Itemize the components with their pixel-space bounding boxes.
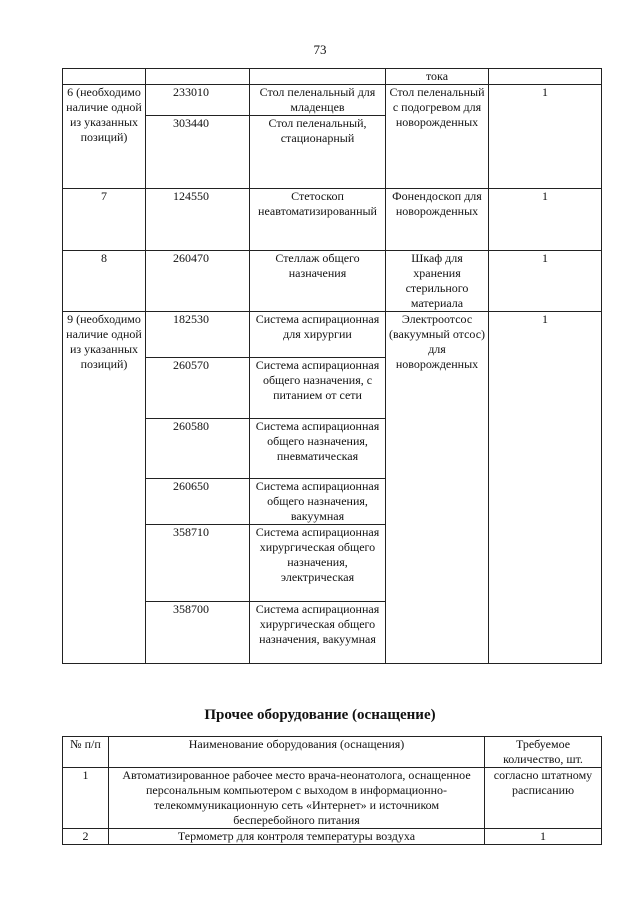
equipment-cell: Электроотсос (вакуумный отсос) для новорожденных bbox=[386, 312, 489, 664]
table-row bbox=[63, 312, 602, 358]
header-num: № п/п bbox=[63, 737, 109, 768]
name-cell: Система аспирационная общего назначения, вакуумная bbox=[250, 479, 386, 525]
quantity-cell: 1 bbox=[489, 312, 602, 664]
name-cell: Система аспирационная для хирургии bbox=[250, 312, 386, 358]
table-row bbox=[63, 85, 602, 116]
other-equipment-table bbox=[62, 736, 602, 845]
table-row bbox=[63, 189, 602, 251]
code-cell: 233010 bbox=[146, 85, 250, 116]
row-number-cell: 8 bbox=[63, 251, 146, 312]
num-cell: 2 bbox=[63, 829, 109, 845]
name-cell: Стеллаж общего назначения bbox=[250, 251, 386, 312]
row-number-cell: 9 (необходимо наличие одной из указанных позиций) bbox=[63, 312, 146, 664]
equipment-cell: Фонендоскоп для новорожденных bbox=[386, 189, 489, 251]
table-row bbox=[63, 251, 602, 312]
code-cell: 124550 bbox=[146, 189, 250, 251]
name-cell: Система аспирационная общего назначения, пневматическая bbox=[250, 419, 386, 479]
table-cell bbox=[489, 69, 602, 85]
code-cell: 303440 bbox=[146, 116, 250, 189]
code-cell: 182530 bbox=[146, 312, 250, 358]
name-cell: Система аспирационная хирургическая общего назначения, электрическая bbox=[250, 525, 386, 602]
table-row bbox=[63, 768, 602, 829]
num-cell: 1 bbox=[63, 768, 109, 829]
table-row bbox=[63, 69, 602, 85]
header-name: Наименование оборудования (оснащения) bbox=[109, 737, 485, 768]
code-cell: 260470 bbox=[146, 251, 250, 312]
table-cell bbox=[250, 69, 386, 85]
code-cell: 260580 bbox=[146, 419, 250, 479]
name-cell: Система аспирационная общего назначения, с питанием от сети bbox=[250, 358, 386, 419]
code-cell: 260570 bbox=[146, 358, 250, 419]
code-cell: 358700 bbox=[146, 602, 250, 664]
code-cell: 358710 bbox=[146, 525, 250, 602]
qty-cell: согласно штатному расписанию bbox=[485, 768, 602, 829]
name-cell: Стол пеленальный для младенцев bbox=[250, 85, 386, 116]
name-cell: Автоматизированное рабочее место врача-неонатолога, оснащенное персональным компьютером с выходом в информационно-телекоммуникационную сеть «Интернет» и источником бесперебойного питания bbox=[109, 768, 485, 829]
table-cell: тока bbox=[386, 69, 489, 85]
qty-cell: 1 bbox=[485, 829, 602, 845]
header-qty: Требуемое количество, шт. bbox=[485, 737, 602, 768]
equipment-cell: Шкаф для хранения стерильного материала bbox=[386, 251, 489, 312]
row-number-cell: 6 (необходимо наличие одной из указанных позиций) bbox=[63, 85, 146, 189]
table-cell bbox=[146, 69, 250, 85]
table-row bbox=[63, 829, 602, 845]
name-cell: Система аспирационная хирургическая общего назначения, вакуумная bbox=[250, 602, 386, 664]
name-cell: Термометр для контроля температуры воздуха bbox=[109, 829, 485, 845]
page-number: 73 bbox=[313, 42, 327, 57]
name-cell: Стетоскоп неавтоматизированный bbox=[250, 189, 386, 251]
section-title: Прочее оборудование (оснащение) bbox=[204, 707, 436, 723]
table-header-row bbox=[63, 737, 602, 768]
code-cell: 260650 bbox=[146, 479, 250, 525]
row-number-cell: 7 bbox=[63, 189, 146, 251]
equipment-cell: Стол пеленальный с подогревом для новорожденных bbox=[386, 85, 489, 189]
equipment-table bbox=[62, 68, 602, 664]
quantity-cell: 1 bbox=[489, 85, 602, 189]
table-cell bbox=[63, 69, 146, 85]
quantity-cell: 1 bbox=[489, 251, 602, 312]
quantity-cell: 1 bbox=[489, 189, 602, 251]
name-cell: Стол пеленальный, стационарный bbox=[250, 116, 386, 189]
